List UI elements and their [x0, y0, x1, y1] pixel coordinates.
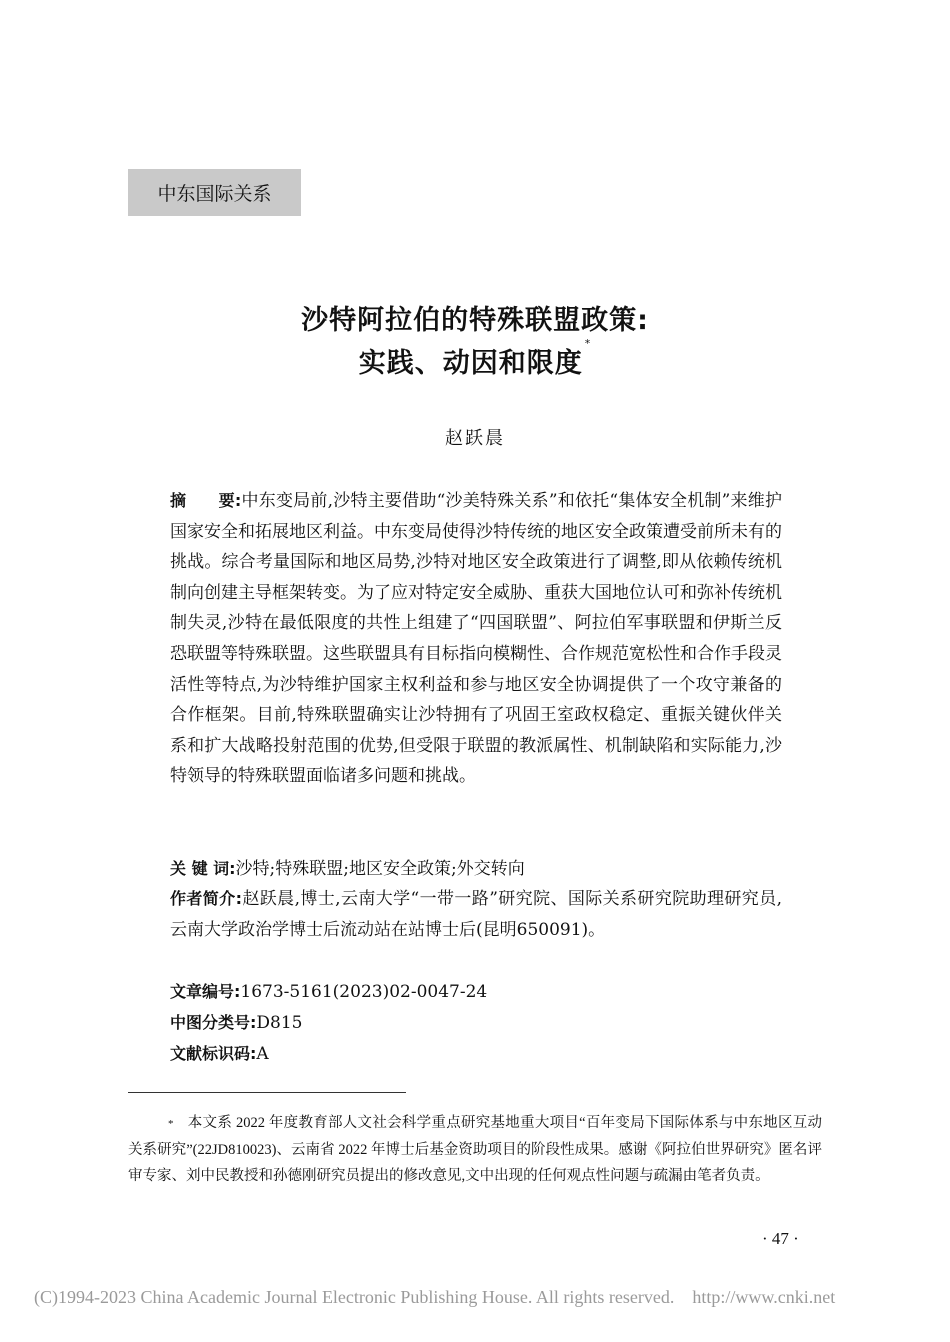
copyright-text: (C)1994-2023 China Academic Journal Electronic Publishing House. All rights reserved. [34, 1287, 675, 1307]
keywords-label: 关 键 词: [170, 859, 236, 878]
keywords [170, 854, 782, 885]
abstract [170, 486, 782, 792]
author-bio-label: 作者简介: [170, 889, 242, 908]
copyright-line [34, 1287, 924, 1308]
footnote-text: 本文系 2022 年度教育部人文社会科学重点研究基地重大项目“百年变局下国际体系与中东地区互动关系研究”(22JD810023)、云南省 2022 年博士后基金资助项目的阶段性成果。感谢《阿拉伯世界研究》匿名评审专家、刘中民教授和孙德刚研究员提出的修改意见,文中出现的任何观点性问题与疏漏由笔者负责。 [128, 1115, 822, 1184]
keywords-text: 沙特;特殊联盟;地区安全政策;外交转向 [235, 859, 525, 879]
column-tag: 中东国际关系 [128, 169, 301, 216]
article-title-line-1: 沙特阿拉伯的特殊联盟政策: [301, 305, 649, 336]
author-name: 赵跃晨 [445, 428, 505, 449]
document-code [170, 1039, 269, 1069]
clc-number-value: D815 [256, 1013, 303, 1033]
article-number-value: 1673-5161(2023)02-0047-24 [240, 982, 488, 1002]
clc-number [170, 1008, 302, 1038]
page-number: · 47 · [762, 1229, 799, 1248]
footnote [128, 1110, 822, 1189]
abstract-text: 中东变局前,沙特主要借助“沙美特殊关系”和依托“集体安全机制”来维护国家安全和拓展地区利益。中东变局使得沙特传统的地区安全政策遭受前所未有的挑战。综合考量国际和地区局势,沙特对地区安全政策进行了调整,即从依赖传统机制向创建主导框架转变。为了应对特定安全威胁、重获大国地位认可和弥补传统机制失灵,沙特在最低限度的共性上组建了“四国联盟”、阿拉伯军事联盟和伊斯兰反恐联盟等特殊联盟。这些联盟具有目标指向模糊性、合作规范宽松性和合作手段灵活性等特点,为沙特维护国家主权利益和参与地区安全协调提供了一个攻守兼备的合作框架。目前,特殊联盟确实让沙特拥有了巩固王室政权稳定、重振关键伙伴关系和扩大战略投射范围的优势,但受限于联盟的教派属性、机制缺陷和实际能力,沙特领导的特殊联盟面临诸多问题和挑战。 [170, 491, 782, 787]
footnote-mark: * [168, 1118, 174, 1130]
author-bio-text: 赵跃晨,博士,云南大学“一带一路”研究院、国际关系研究院助理研究员,云南大学政治学博士后流动站在站博士后(昆明650091)。 [170, 889, 782, 940]
article-title-line-2 [0, 337, 950, 380]
article-number [170, 977, 487, 1007]
title-footnote-mark: * [584, 337, 592, 350]
abstract-label: 摘 要: [170, 491, 242, 510]
document-code-label: 文献标识码: [170, 1044, 257, 1063]
document-code-value: A [256, 1044, 269, 1064]
article-title-line-2-text: 实践、动因和限度 [358, 348, 583, 379]
copyright-url[interactable]: http://www.cnki.net [692, 1287, 836, 1307]
author-bio [170, 884, 782, 945]
clc-number-label: 中图分类号: [170, 1013, 257, 1032]
footnote-divider [128, 1092, 406, 1093]
article-number-label: 文章编号: [170, 982, 241, 1001]
